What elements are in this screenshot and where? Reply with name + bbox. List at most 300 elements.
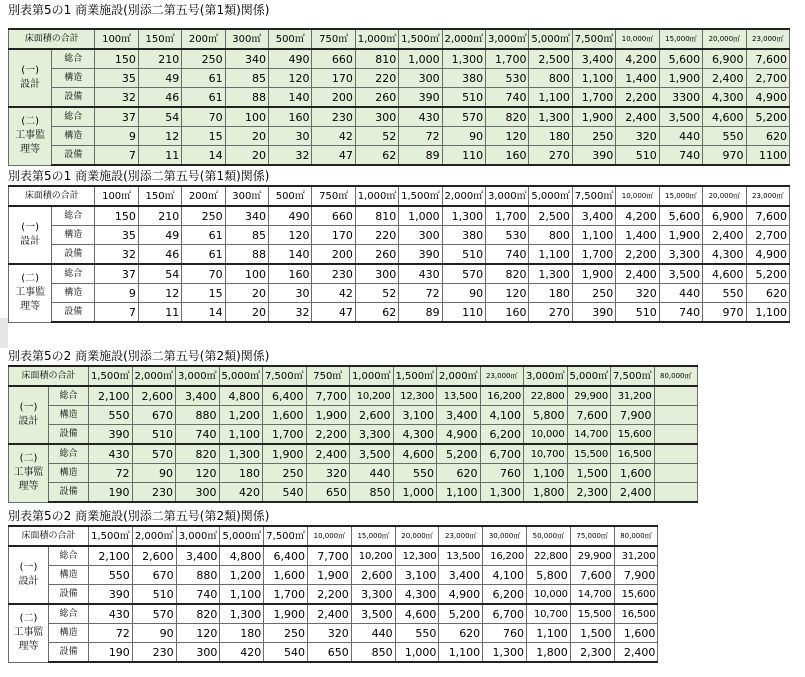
value-cell: 250 xyxy=(264,624,308,643)
value-cell: 3,300 xyxy=(351,585,395,605)
value-cell: 3,400 xyxy=(572,49,615,69)
value-cell: 15 xyxy=(182,284,225,303)
table-row xyxy=(9,146,790,166)
value-cell: 7,600 xyxy=(746,206,789,226)
value-cell: 20 xyxy=(225,303,268,323)
value-cell: 120 xyxy=(486,284,529,303)
value-cell: 190 xyxy=(89,643,133,663)
value-cell: 230 xyxy=(312,264,355,284)
value-cell: 510 xyxy=(132,425,176,445)
value-cell: 1,100 xyxy=(572,226,615,245)
table-row xyxy=(9,107,790,127)
value-cell: 660 xyxy=(312,206,355,226)
value-cell: 1,900 xyxy=(308,566,352,585)
section-title: 別表第5の1 商業施設(別添二第五号(第1類)関係) xyxy=(8,169,270,183)
value-cell: 320 xyxy=(308,624,352,643)
value-cell: 2,100 xyxy=(89,546,133,566)
column-header: 15,000㎡ xyxy=(659,29,702,49)
row-label: 設備 xyxy=(49,643,89,663)
value-cell: 61 xyxy=(182,245,225,265)
value-cell: 89 xyxy=(399,303,442,323)
column-header: 10,000㎡ xyxy=(616,186,659,206)
value-cell: 13,500 xyxy=(437,386,481,406)
value-cell: 300 xyxy=(355,264,398,284)
column-header: 500㎡ xyxy=(269,186,312,206)
value-cell: 570 xyxy=(442,107,485,127)
row-label: 構造 xyxy=(52,226,95,245)
value-cell: 15,500 xyxy=(567,444,611,464)
value-cell: 190 xyxy=(89,483,133,503)
value-cell: 100 xyxy=(225,264,268,284)
value-cell: 550 xyxy=(703,127,746,146)
category-label: 理等 xyxy=(18,481,39,493)
row-label: 構造 xyxy=(52,69,95,88)
column-header: 1,500㎡ xyxy=(89,366,133,386)
column-header: 75,000㎡ xyxy=(570,526,614,546)
value-cell: 4,100 xyxy=(480,406,524,425)
column-header: 50,000㎡ xyxy=(526,526,570,546)
empty-cell xyxy=(654,464,698,483)
value-cell: 4,600 xyxy=(395,604,439,624)
table-row xyxy=(9,226,790,245)
value-cell: 300 xyxy=(399,226,442,245)
value-cell: 1,900 xyxy=(306,406,350,425)
value-cell: 510 xyxy=(442,88,485,108)
value-cell: 340 xyxy=(225,49,268,69)
value-cell: 4,300 xyxy=(393,425,437,445)
floor-area-header: 床面積の合計 xyxy=(9,186,95,206)
value-cell: 1,600 xyxy=(263,406,307,425)
value-cell: 2,600 xyxy=(132,386,176,406)
column-header: 10,000㎡ xyxy=(616,29,659,49)
value-cell: 390 xyxy=(89,425,133,445)
column-header: 3,000㎡ xyxy=(486,29,529,49)
value-cell: 200 xyxy=(312,245,355,265)
category-cell xyxy=(9,604,49,662)
value-cell: 42 xyxy=(312,127,355,146)
column-header: 7,500㎡ xyxy=(572,29,615,49)
value-cell: 1,300 xyxy=(442,49,485,69)
row-label: 構造 xyxy=(52,127,95,146)
value-cell: 670 xyxy=(132,566,176,585)
section-title: 別表第5の2 商業施設(別添二第五号(第2類)関係) xyxy=(8,509,270,523)
value-cell: 4,900 xyxy=(437,425,481,445)
value-cell: 90 xyxy=(442,284,485,303)
value-cell: 10,700 xyxy=(524,444,568,464)
row-label: 構造 xyxy=(52,284,95,303)
value-cell: 7,700 xyxy=(306,386,350,406)
value-cell: 1,700 xyxy=(572,88,615,108)
value-cell: 550 xyxy=(89,566,133,585)
value-cell: 540 xyxy=(263,483,307,503)
floor-area-header: 床面積の合計 xyxy=(9,526,89,546)
value-cell: 1,300 xyxy=(219,444,263,464)
value-cell: 2,600 xyxy=(351,566,395,585)
value-cell: 3,400 xyxy=(437,406,481,425)
column-header: 2,000㎡ xyxy=(132,366,176,386)
section-title: 別表第5の2 商業施設(別添二第五号(第2類)関係) xyxy=(8,349,270,363)
table-row xyxy=(9,264,790,284)
value-cell: 72 xyxy=(89,624,133,643)
value-cell: 42 xyxy=(312,284,355,303)
value-cell: 300 xyxy=(355,107,398,127)
value-cell: 170 xyxy=(312,69,355,88)
value-cell: 2,400 xyxy=(308,604,352,624)
value-cell: 230 xyxy=(312,107,355,127)
value-cell: 740 xyxy=(176,425,220,445)
value-cell: 620 xyxy=(746,127,789,146)
value-cell: 1,900 xyxy=(572,264,615,284)
value-cell: 510 xyxy=(616,303,659,323)
value-cell: 3,300 xyxy=(350,425,394,445)
value-cell: 550 xyxy=(703,284,746,303)
value-cell: 650 xyxy=(306,483,350,503)
value-cell: 16,200 xyxy=(480,386,524,406)
value-cell: 550 xyxy=(393,464,437,483)
value-cell: 9 xyxy=(95,284,138,303)
value-cell: 1,600 xyxy=(614,624,658,643)
category-label: 理等 xyxy=(18,641,39,653)
value-cell: 70 xyxy=(182,107,225,127)
value-cell: 1,700 xyxy=(263,425,307,445)
category-label: 設計 xyxy=(20,79,41,90)
value-cell: 970 xyxy=(703,146,746,166)
value-cell: 3,400 xyxy=(439,566,483,585)
column-header: 150㎡ xyxy=(138,186,181,206)
value-cell: 62 xyxy=(355,146,398,166)
value-cell: 660 xyxy=(312,49,355,69)
value-cell: 37 xyxy=(95,264,138,284)
value-cell: 4,600 xyxy=(703,264,746,284)
table-row xyxy=(9,464,698,483)
value-cell: 490 xyxy=(269,49,312,69)
value-cell: 2,300 xyxy=(570,643,614,663)
column-header: 5,000㎡ xyxy=(529,186,572,206)
column-header: 10,000㎡ xyxy=(308,526,352,546)
value-cell: 230 xyxy=(132,643,176,663)
column-header: 23,000㎡ xyxy=(746,29,789,49)
category-label: 工事監 xyxy=(13,467,44,479)
value-cell: 4,300 xyxy=(703,245,746,265)
value-cell: 180 xyxy=(529,127,572,146)
value-cell: 1,700 xyxy=(486,206,529,226)
value-cell: 1,300 xyxy=(480,483,524,503)
value-cell: 1,100 xyxy=(524,464,568,483)
value-cell: 140 xyxy=(269,88,312,108)
value-cell: 850 xyxy=(351,643,395,663)
value-cell: 31,200 xyxy=(611,386,655,406)
value-cell: 10,700 xyxy=(526,604,570,624)
category-label: (一) xyxy=(19,402,38,413)
value-cell: 6,700 xyxy=(480,444,524,464)
value-cell: 89 xyxy=(399,146,442,166)
empty-cell xyxy=(654,386,698,406)
value-cell: 510 xyxy=(132,585,176,605)
value-cell: 3,400 xyxy=(176,386,220,406)
value-cell: 150 xyxy=(95,49,138,69)
category-label: (二) xyxy=(21,116,39,128)
value-cell: 3,500 xyxy=(350,444,394,464)
column-header: 23,000㎡ xyxy=(746,186,789,206)
row-label: 設備 xyxy=(52,245,95,265)
value-cell: 200 xyxy=(312,88,355,108)
row-label: 設備 xyxy=(52,303,95,323)
value-cell: 1,600 xyxy=(264,566,308,585)
category-label: (一) xyxy=(21,65,39,76)
value-cell: 1,900 xyxy=(572,107,615,127)
value-cell: 4,200 xyxy=(616,206,659,226)
category-cell xyxy=(9,386,49,444)
value-cell: 10,000 xyxy=(524,425,568,445)
value-cell: 530 xyxy=(486,69,529,88)
column-header: 20,000㎡ xyxy=(395,526,439,546)
column-header: 300㎡ xyxy=(225,186,268,206)
column-header: 7,500㎡ xyxy=(264,526,308,546)
value-cell: 390 xyxy=(572,146,615,166)
value-cell: 1,700 xyxy=(264,585,308,605)
column-header: 1,000㎡ xyxy=(350,366,394,386)
row-label: 総合 xyxy=(52,107,95,127)
row-label: 総合 xyxy=(49,444,89,464)
value-cell: 1,300 xyxy=(220,604,264,624)
value-cell: 570 xyxy=(132,604,176,624)
category-label: 工事監 xyxy=(15,130,46,142)
value-cell: 320 xyxy=(616,127,659,146)
table-row xyxy=(9,546,658,566)
column-header: 150㎡ xyxy=(138,29,181,49)
value-cell: 32 xyxy=(95,88,138,108)
value-cell: 250 xyxy=(263,464,307,483)
value-cell: 2,200 xyxy=(616,88,659,108)
value-cell: 14,700 xyxy=(570,585,614,605)
value-cell: 570 xyxy=(132,444,176,464)
column-header: 2,000㎡ xyxy=(442,29,485,49)
value-cell: 61 xyxy=(182,88,225,108)
value-cell: 1,900 xyxy=(263,444,307,464)
column-header: 200㎡ xyxy=(182,29,225,49)
value-cell: 1,600 xyxy=(611,464,655,483)
table-row xyxy=(9,643,658,663)
value-cell: 570 xyxy=(442,264,485,284)
value-cell: 72 xyxy=(89,464,133,483)
value-cell: 14 xyxy=(182,146,225,166)
value-cell: 54 xyxy=(138,264,181,284)
value-cell: 740 xyxy=(659,146,702,166)
column-header: 5,000㎡ xyxy=(529,29,572,49)
value-cell: 15 xyxy=(182,127,225,146)
category-label: (二) xyxy=(19,453,38,465)
value-cell: 32 xyxy=(269,303,312,323)
column-header: 15,000㎡ xyxy=(351,526,395,546)
value-cell: 390 xyxy=(399,245,442,265)
value-cell: 16,500 xyxy=(611,444,655,464)
value-cell: 880 xyxy=(176,406,220,425)
value-cell: 6,200 xyxy=(483,585,527,605)
value-cell: 4,600 xyxy=(393,444,437,464)
value-cell: 220 xyxy=(355,69,398,88)
value-cell: 1,000 xyxy=(395,643,439,663)
table-row xyxy=(9,585,658,605)
column-header: 15,000㎡ xyxy=(659,186,702,206)
empty-cell xyxy=(654,406,698,425)
value-cell: 7,900 xyxy=(614,566,658,585)
table-row xyxy=(9,425,698,445)
column-header: 7,500㎡ xyxy=(263,366,307,386)
column-header: 1,500㎡ xyxy=(89,526,133,546)
value-cell: 430 xyxy=(89,604,133,624)
value-cell: 2,400 xyxy=(703,226,746,245)
value-cell: 2,600 xyxy=(132,546,176,566)
value-cell: 4,800 xyxy=(220,546,264,566)
value-cell: 14,700 xyxy=(567,425,611,445)
value-cell: 6,200 xyxy=(480,425,524,445)
value-cell: 2,700 xyxy=(746,226,789,245)
value-cell: 35 xyxy=(95,69,138,88)
value-cell: 1,300 xyxy=(483,643,527,663)
category-label: 理等 xyxy=(20,301,41,313)
value-cell: 160 xyxy=(486,303,529,323)
value-cell: 110 xyxy=(442,303,485,323)
value-cell: 1,300 xyxy=(529,107,572,127)
value-cell: 22,800 xyxy=(524,386,568,406)
value-cell: 62 xyxy=(355,303,398,323)
value-cell: 4,100 xyxy=(483,566,527,585)
value-cell: 10,200 xyxy=(350,386,394,406)
value-cell: 420 xyxy=(220,643,264,663)
value-cell: 160 xyxy=(269,264,312,284)
value-cell: 3,400 xyxy=(572,206,615,226)
value-cell: 70 xyxy=(182,264,225,284)
value-cell: 800 xyxy=(529,226,572,245)
value-cell: 1100 xyxy=(746,146,789,166)
value-cell: 29,900 xyxy=(567,386,611,406)
value-cell: 5,200 xyxy=(746,264,789,284)
value-cell: 88 xyxy=(225,88,268,108)
value-cell: 7 xyxy=(95,146,138,166)
value-cell: 150 xyxy=(95,206,138,226)
value-cell: 270 xyxy=(529,146,572,166)
value-cell: 5,200 xyxy=(437,444,481,464)
value-cell: 250 xyxy=(572,284,615,303)
column-header: 7,500㎡ xyxy=(572,186,615,206)
value-cell: 4,900 xyxy=(439,585,483,605)
value-cell: 2,600 xyxy=(350,406,394,425)
fee-table xyxy=(8,365,698,503)
value-cell: 30 xyxy=(269,127,312,146)
row-label: 設備 xyxy=(52,88,95,108)
value-cell: 2,500 xyxy=(529,49,572,69)
category-cell xyxy=(9,107,52,165)
value-cell: 11 xyxy=(138,146,181,166)
column-header: 23,000㎡ xyxy=(439,526,483,546)
value-cell: 2,400 xyxy=(616,107,659,127)
value-cell: 2,700 xyxy=(746,69,789,88)
value-cell: 7,600 xyxy=(567,406,611,425)
row-label: 総合 xyxy=(49,546,89,566)
value-cell: 120 xyxy=(269,226,312,245)
value-cell: 2,300 xyxy=(567,483,611,503)
value-cell: 530 xyxy=(486,226,529,245)
value-cell: 61 xyxy=(182,226,225,245)
column-header: 100㎡ xyxy=(95,186,138,206)
value-cell: 4,300 xyxy=(703,88,746,108)
value-cell: 12,300 xyxy=(393,386,437,406)
table-row xyxy=(9,444,698,464)
table-row xyxy=(9,88,790,108)
value-cell: 440 xyxy=(659,127,702,146)
value-cell: 740 xyxy=(486,88,529,108)
category-label: 設計 xyxy=(20,236,41,247)
value-cell: 49 xyxy=(138,226,181,245)
value-cell: 740 xyxy=(659,303,702,323)
value-cell: 1,200 xyxy=(219,406,263,425)
table-row xyxy=(9,386,698,406)
value-cell: 160 xyxy=(486,146,529,166)
value-cell: 760 xyxy=(480,464,524,483)
value-cell: 170 xyxy=(312,226,355,245)
column-header: 100㎡ xyxy=(95,29,138,49)
value-cell: 2,200 xyxy=(306,425,350,445)
value-cell: 3,500 xyxy=(659,264,702,284)
value-cell: 490 xyxy=(269,206,312,226)
value-cell: 1,700 xyxy=(572,245,615,265)
value-cell: 15,500 xyxy=(570,604,614,624)
value-cell: 210 xyxy=(138,49,181,69)
value-cell: 88 xyxy=(225,245,268,265)
column-header: 2,000㎡ xyxy=(132,526,176,546)
column-header: 5,000㎡ xyxy=(219,366,263,386)
column-header: 750㎡ xyxy=(312,29,355,49)
value-cell: 3300 xyxy=(659,88,702,108)
value-cell: 430 xyxy=(89,444,133,464)
value-cell: 2,400 xyxy=(703,69,746,88)
category-label: (一) xyxy=(19,562,38,573)
value-cell: 2,200 xyxy=(308,585,352,605)
category-cell xyxy=(9,206,52,264)
column-header: 30,000㎡ xyxy=(483,526,527,546)
value-cell: 1,000 xyxy=(399,49,442,69)
empty-cell xyxy=(654,425,698,445)
value-cell: 5,200 xyxy=(439,604,483,624)
row-label: 総合 xyxy=(49,604,89,624)
value-cell: 120 xyxy=(176,624,220,643)
value-cell: 15,600 xyxy=(614,585,658,605)
value-cell: 52 xyxy=(355,284,398,303)
value-cell: 260 xyxy=(355,245,398,265)
value-cell: 47 xyxy=(312,303,355,323)
column-header: 1,000㎡ xyxy=(355,29,398,49)
value-cell: 820 xyxy=(176,604,220,624)
value-cell: 1,100 xyxy=(220,585,264,605)
row-label: 総合 xyxy=(52,206,95,226)
value-cell: 1,900 xyxy=(659,226,702,245)
value-cell: 90 xyxy=(132,624,176,643)
value-cell: 250 xyxy=(182,206,225,226)
row-label: 設備 xyxy=(49,483,89,503)
value-cell: 35 xyxy=(95,226,138,245)
value-cell: 440 xyxy=(350,464,394,483)
value-cell: 740 xyxy=(486,245,529,265)
page-edge xyxy=(0,318,8,348)
value-cell: 620 xyxy=(437,464,481,483)
row-label: 設備 xyxy=(49,585,89,605)
row-label: 構造 xyxy=(49,406,89,425)
value-cell: 1,300 xyxy=(442,206,485,226)
value-cell: 12 xyxy=(138,127,181,146)
value-cell: 37 xyxy=(95,107,138,127)
value-cell: 760 xyxy=(483,624,527,643)
value-cell: 550 xyxy=(395,624,439,643)
